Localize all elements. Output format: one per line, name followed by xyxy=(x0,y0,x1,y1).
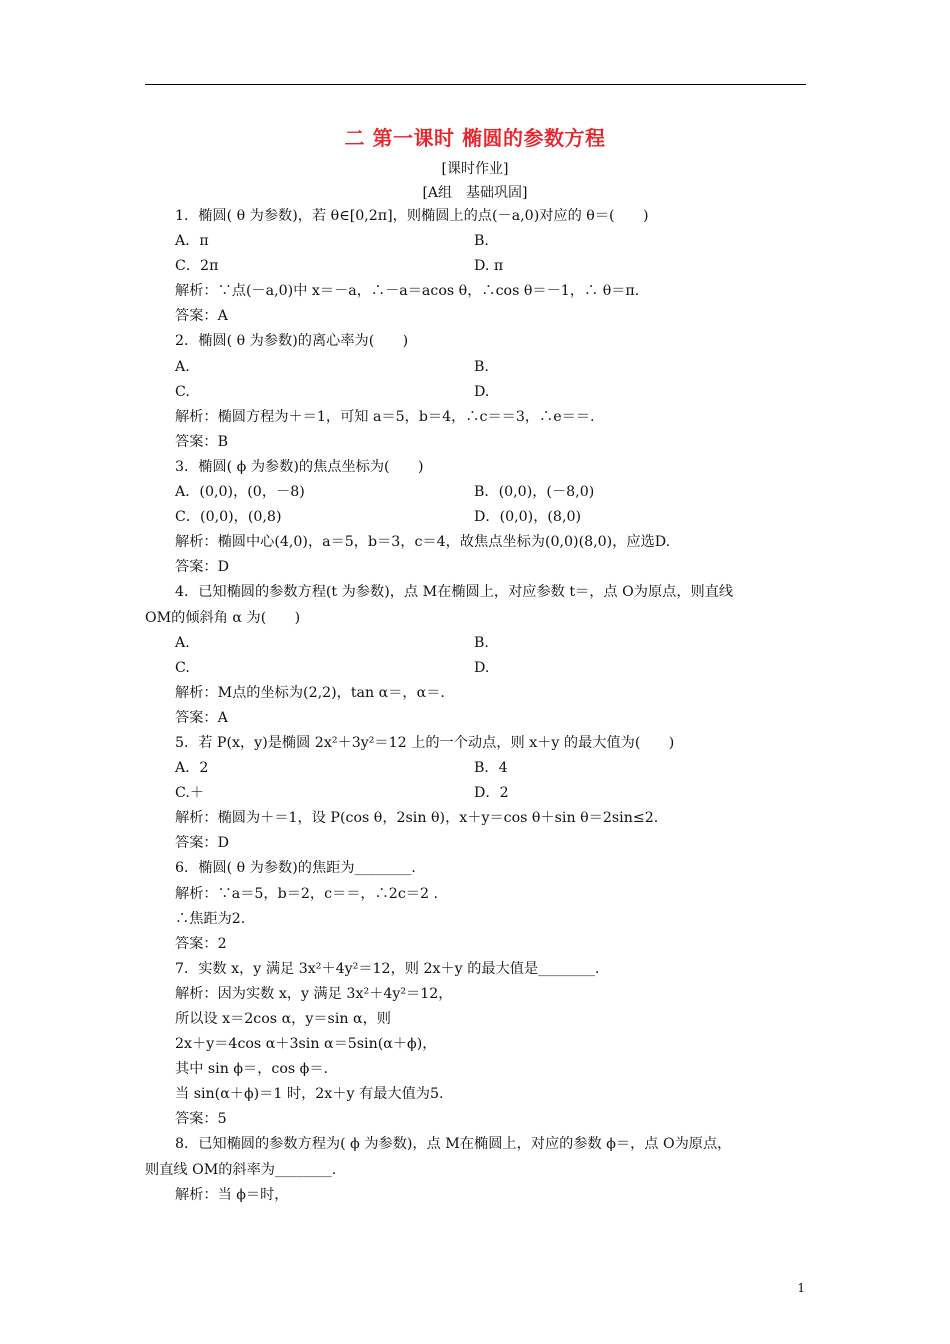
text-line xyxy=(145,555,810,580)
option-right: D．(0,0)，(8,0) xyxy=(474,509,582,526)
line-text: 答案：5 xyxy=(175,1111,227,1128)
line-text: C．(0,0)，(0,8) xyxy=(175,509,282,526)
text-line xyxy=(145,329,810,354)
text-line xyxy=(145,856,810,881)
line-text: C.＋ xyxy=(175,785,205,802)
text-line xyxy=(145,631,810,656)
line-text: ∴焦距为2. xyxy=(175,910,246,927)
text-line xyxy=(145,932,810,957)
line-text: C. xyxy=(175,383,190,400)
line-text: 7．实数 x，y 满足 3x²＋4y²＝12，则 2x＋y 的最大值是________. xyxy=(175,960,600,977)
text-line xyxy=(145,204,810,229)
line-text: A. xyxy=(175,634,190,651)
text-line xyxy=(145,1132,810,1157)
text-line xyxy=(145,279,810,304)
line-text: 所以设 x＝2cos α，y＝sin α，则 xyxy=(175,1011,391,1027)
option-right: D. xyxy=(474,659,490,676)
line-text: A．2 xyxy=(175,760,209,777)
line-text: 2．椭圆( θ 为参数)的离心率为( ) xyxy=(175,333,409,350)
line-text: 解析：因为实数 x，y 满足 3x²＋4y²＝12， xyxy=(175,985,453,1002)
option-right: D．2 xyxy=(474,785,509,802)
text-line xyxy=(145,1032,810,1057)
page-number: 1 xyxy=(797,1281,805,1295)
text-line xyxy=(145,229,810,254)
line-text: OM的倾斜角 α 为( ) xyxy=(145,609,301,626)
option-right: B．4 xyxy=(474,760,508,777)
text-line xyxy=(145,606,810,631)
line-text: 其中 sin ϕ＝，cos ϕ＝. xyxy=(175,1061,329,1078)
line-text: 则直线 OM的斜率为________. xyxy=(145,1161,337,1178)
text-line xyxy=(145,430,810,455)
header-rule xyxy=(145,84,806,85)
line-text: C．2π xyxy=(175,258,219,275)
option-right: B. xyxy=(474,233,489,250)
line-text: A. xyxy=(175,358,190,375)
text-line xyxy=(145,380,810,405)
line-text: 答案：D xyxy=(175,559,229,576)
text-line xyxy=(145,681,810,706)
text-line xyxy=(145,957,810,982)
option-right: D. π xyxy=(474,258,504,275)
option-right: B. xyxy=(474,634,489,651)
text-line xyxy=(145,1057,810,1082)
group-heading: [A组 基础巩固] xyxy=(422,185,528,201)
line-text: A．(0,0)，(0，－8) xyxy=(175,484,305,501)
page-title: 二 第一课时 椭圆的参数方程 xyxy=(344,126,606,150)
line-text: C. xyxy=(175,659,190,676)
text-line xyxy=(145,907,810,932)
text-line xyxy=(145,505,810,530)
document-body xyxy=(145,204,810,1208)
line-text: 解析：∵点(－a,0)中 x＝－a，∴－a＝acos θ，∴cos θ＝－1，∴ θ＝π. xyxy=(175,283,640,300)
text-line xyxy=(145,756,810,781)
text-line xyxy=(145,1158,810,1183)
text-line xyxy=(145,1183,810,1208)
line-text: 1．椭圆( θ 为参数)，若 θ∈[0,2π]，则椭圆上的点(－a,0)对应的 θ＝( ) xyxy=(175,208,649,224)
text-line xyxy=(145,254,810,279)
text-line xyxy=(145,530,810,555)
line-text: 答案：2 xyxy=(175,935,227,952)
line-text: 解析：∵a＝5，b＝2，c＝＝，∴2c＝2 . xyxy=(175,885,438,902)
line-text: 解析：当 ϕ＝时， xyxy=(175,1186,289,1203)
text-line xyxy=(145,882,810,907)
line-text: 2x＋y＝4cos α＋3sin α＝5sin(α＋ϕ)， xyxy=(175,1036,437,1053)
text-line xyxy=(145,982,810,1007)
line-text: 8．已知椭圆的参数方程为( ϕ 为参数)，点 M在椭圆上，对应的参数 ϕ＝，点 O为原点， xyxy=(175,1136,732,1153)
line-text: 答案：A xyxy=(175,709,228,726)
line-text: A．π xyxy=(175,233,209,250)
text-line xyxy=(145,355,810,380)
text-line xyxy=(145,1007,810,1032)
text-line xyxy=(145,706,810,731)
text-line xyxy=(145,405,810,430)
line-text: 答案：A xyxy=(175,308,228,325)
line-text: 解析：椭圆为＋＝1，设 P(cos θ，2sin θ)，x＋y＝cos θ＋sin θ＝2sin≤2. xyxy=(175,810,659,827)
line-text: 解析：椭圆方程为＋＝1，可知 a＝5，b＝4，∴c＝＝3，∴e＝＝. xyxy=(175,408,595,425)
line-text: 答案：D xyxy=(175,835,229,852)
text-line xyxy=(145,1107,810,1132)
option-right: B. xyxy=(474,358,489,375)
text-line xyxy=(145,304,810,329)
text-line xyxy=(145,831,810,856)
text-line xyxy=(145,656,810,681)
subtitle: [课时作业] xyxy=(441,161,509,177)
text-line xyxy=(145,1082,810,1107)
text-line xyxy=(145,580,810,605)
line-text: 5．若 P(x，y)是椭圆 2x²＋3y²＝12 上的一个动点，则 x＋y 的最大值为( ) xyxy=(175,734,675,751)
line-text: 解析：M点的坐标为(2,2)，tan α＝，α＝. xyxy=(175,684,445,701)
line-text: 解析：椭圆中心(4,0)，a＝5，b＝3，c＝4，故焦点坐标为(0,0)(8,0)，应选D. xyxy=(175,534,671,551)
option-right: D. xyxy=(474,383,490,400)
text-line xyxy=(145,781,810,806)
text-line xyxy=(145,731,810,756)
line-text: 当 sin(α＋ϕ)＝1 时，2x＋y 有最大值为5. xyxy=(175,1086,444,1103)
text-line xyxy=(145,480,810,505)
text-line xyxy=(145,806,810,831)
option-right: B．(0,0)，(－8,0) xyxy=(474,484,595,501)
line-text: 4．已知椭圆的参数方程(t 为参数)，点 M在椭圆上，对应参数 t＝，点 O为原点，则直线 xyxy=(175,584,734,601)
line-text: 6．椭圆( θ 为参数)的焦距为________. xyxy=(175,860,416,877)
line-text: 答案：B xyxy=(175,433,228,450)
line-text: 3．椭圆( ϕ 为参数)的焦点坐标为( ) xyxy=(175,458,424,475)
text-line xyxy=(145,455,810,480)
